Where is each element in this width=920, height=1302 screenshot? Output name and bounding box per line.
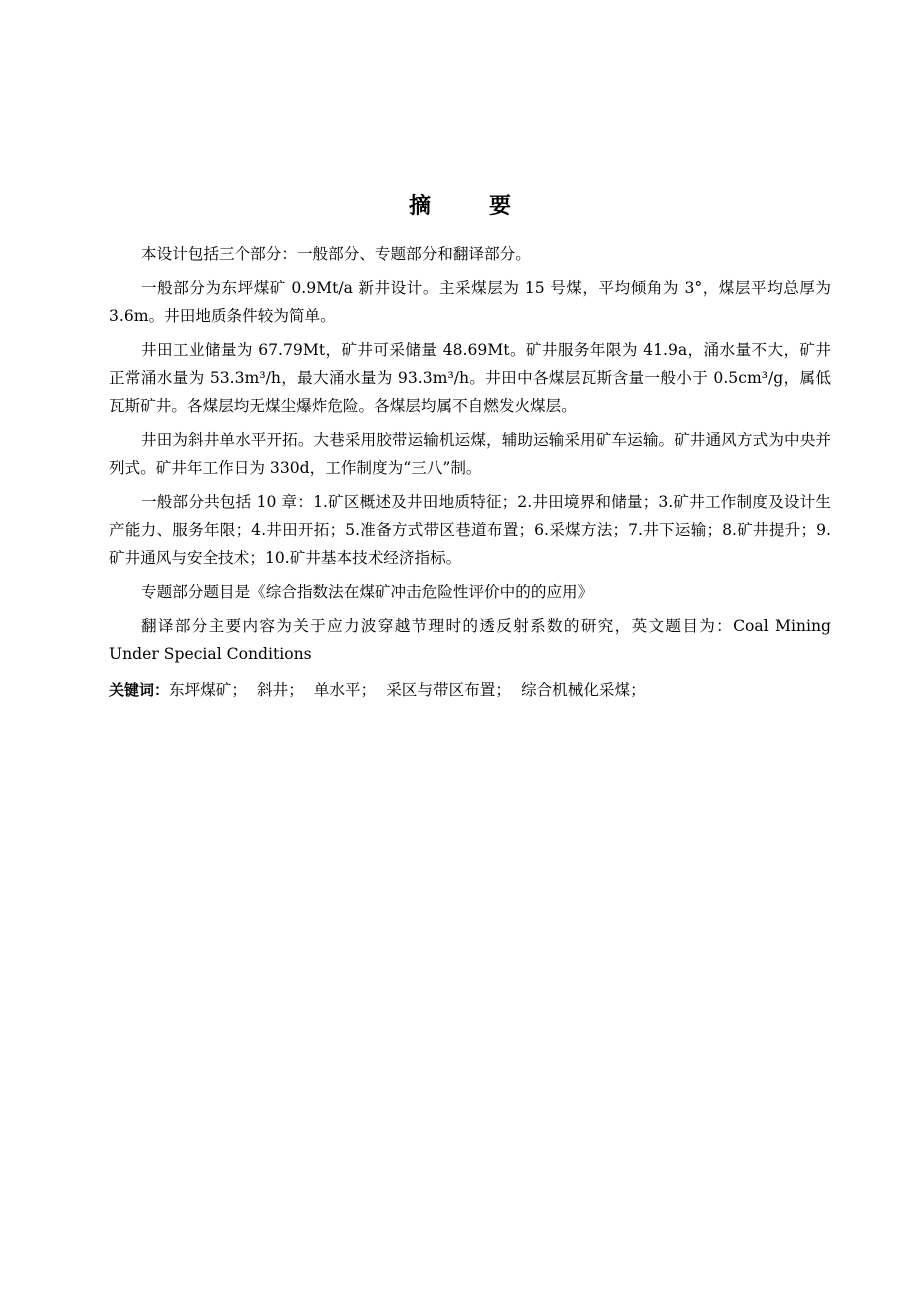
paragraph-general-design: 一般部分为东坪煤矿 0.9Mt/a 新井设计。主采煤层为 15 号煤，平均倾角为 3°，煤层平均总厚为 3.6m。井田地质条件较为简单。 xyxy=(109,279,831,325)
paragraph-translation: 翻译部分主要内容为关于应力波穿越节理时的透反射系数的研究，英文题目为：Coal Mining Under Special Conditions xyxy=(109,617,831,663)
paragraph-reserves: 井田工业储量为 67.79Mt，矿井可采储量 48.69Mt。矿井服务年限为 41.9a，涌水量不大，矿井正常涌水量为 53.3m³/h，最大涌水量为 93.3m³/h。井田中各煤层瓦斯含量一般小于 0.5cm³/g，属低瓦斯矿井。各煤层均无煤尘爆炸危险。各煤层均属不自燃发火煤层。 xyxy=(109,341,831,415)
keywords-label: 关键词： xyxy=(109,681,170,699)
paragraph-intro: 本设计包括三个部分：一般部分、专题部分和翻译部分。 xyxy=(141,245,531,263)
abstract-title: 摘 要 xyxy=(408,194,529,219)
paragraph-chapters: 一般部分共包括 10 章：1.矿区概述及井田地质特征；2.井田境界和储量；3.矿井工作制度及设计生产能力、服务年限；4.井田开拓；5.准备方式带区巷道布置；6.采煤方法；7.井下运输；8.矿井提升；9.矿井通风与安全技术；10.矿井基本技术经济指标。 xyxy=(109,493,831,567)
keyword-item: 单水平； xyxy=(313,681,377,699)
keyword-item: 综合机械化采煤； xyxy=(520,681,646,699)
keyword-item: 东坪煤矿； xyxy=(169,681,247,699)
paragraph-development: 井田为斜井单水平开拓。大巷采用胶带运输机运煤，辅助运输采用矿车运输。矿井通风方式为中央并列式。矿井年工作日为 330d，工作制度为“三八”制。 xyxy=(109,431,831,477)
abstract-body xyxy=(109,240,831,704)
keyword-item: 采区与带区布置； xyxy=(386,681,511,699)
paragraph-special-topic: 专题部分题目是《综合指数法在煤矿冲击危险性评价中的的应用》 xyxy=(141,583,594,601)
keyword-item: 斜井； xyxy=(257,681,304,699)
keywords-line xyxy=(109,676,831,704)
